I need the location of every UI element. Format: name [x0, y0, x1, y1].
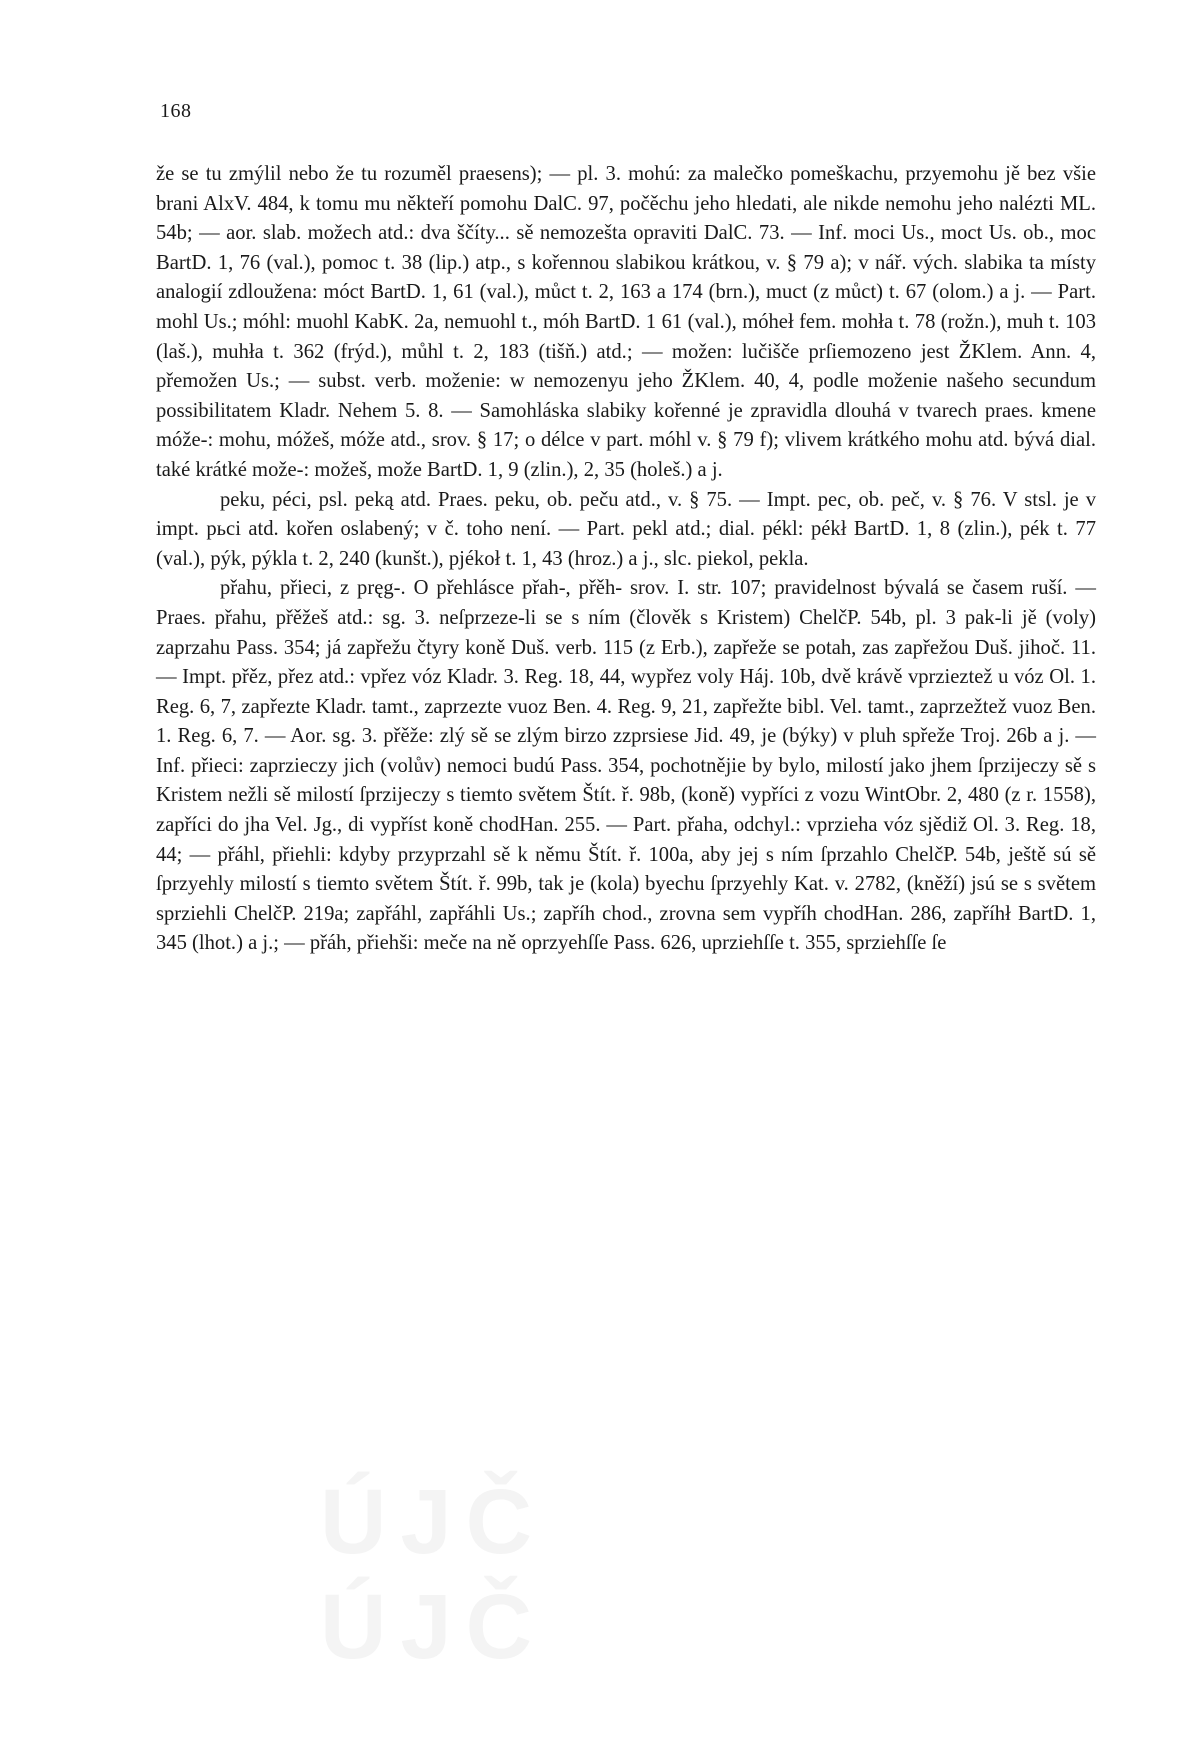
watermark — [320, 1470, 1200, 1680]
watermark-text-left: ÚJČ — [320, 1471, 547, 1573]
paragraph-moci: že se tu zmýlil nebo že tu rozuměl praesens); — pl. 3. mohú: za malečko pomeškachu, przyemohu jě bez všie brani AlxV. 484, k tomu mu někteří pomohu DalC. 97, počěchu jeho hledati, ale nikde nemohu jeho nalézti ML. 54b; — aor. slab. možech atd.: dva ščíty... sě nemozešta opraviti DalC. 73. — Inf. moci Us., moct Us. ob., moc BartD. 1, 76 (val.), pomoc t. 38 (lip.) atp., s kořennou slabikou krátkou, v. § 79 a); v nář. vých. slabika ta místy analogií zdloužena: móct BartD. 1, 61 (val.), můct t. 2, 163 a 174 (brn.), muct (z můct) t. 67 (olom.) a j. — Part. mohl Us.; móhl: muohl KabK. 2a, nemuohl t., móh BartD. 1 61 (val.), móheł fem. mohła t. 78 (rožn.), muh t. 103 (laš.), muhła t. 362 (frýd.), můhl t. 2, 183 (tišň.) atd.; — možen: lučišče prſiemozeno jest ŽKlem. Ann. 4, přemožen Us.; — subst. verb. moženie: w nemozenyu jeho ŽKlem. 40, 4, podle moženie našeho secundum possibilitatem Kladr. Nehem 5. 8. — Samohláska slabiky kořenné je zpravidla dlouhá v tvarech praes. kmene móže-: mohu, móžeš, móže atd., srov. § 17; o délce v part. móhl v. § 79 f); vlivem krátkého mohu atd. bývá dial. také krátké može-: možeš, može BartD. 1, 9 (zlin.), 2, 35 (holeš.) a j. — [156, 163, 1096, 481]
body-text — [156, 160, 1096, 959]
paragraph-peku: peku, péci, psl. peką atd. Praes. peku, ob. peču atd., v. § 75. — Impt. pec, ob. peč, v. § 76. V stsl. je v impt. pьci atd. kořen oslabený; v č. toho není. — Part. pekl atd.; dial. pékl: pékł BartD. 1, 8 (zlin.), pék t. 77 (val.), pýk, pýkla t. 2, 240 (kunšt.), pjékoł t. 1, 43 (hroz.) a j., slc. piekol, pekla. — [156, 488, 1096, 570]
paragraph-prahu: přahu, přieci, z pręg-. O přehlásce přah-, přěh- srov. I. str. 107; pravidelnost bývalá se časem ruší. — Praes. přahu, přěžeš atd.: sg. 3. neſprzeze-li se s ním (člověk s Kristem) ChelčP. 54b, pl. 3 pak-li jě (voly) zaprzahu Pass. 354; já zapřežu čtyry koně Duš. verb. 115 (z Erb.), zapřeže se potah, zas zapřežou Duš. jihoč. 11. — Impt. přěz, přez atd.: vpřez vóz Kladr. 3. Reg. 18, 44, wypřez voly Háj. 10b, dvě krávě vprzieztež u vóz Ol. 1. Reg. 6, 7, zapřezte Kladr. tamt., zaprzezte vuoz Ben. 4. Reg. 9, 21, zapřežte bibl. Vel. tamt., zaprzežtež vuoz Ben. 1. Reg. 6, 7. — Aor. sg. 3. přěže: zlý sě se zlým birzo zzprsiese Jid. 49, je (býky) v pluh spřeže Troj. 26b a j. — Inf. přieci: zaprzieczy jich (volův) nemoci budú Pass. 354, pochotnějie by bylo, milostí jako jhem ſprzijeczy sě s Kristem nežli sě milostí ſprzijeczy s tiemto světem Štít. ř. 98b, (koně) vypříci z vozu WintObr. 2, 480 (z r. 1558), zapříci do jha Vel. Jg., di vypříst koně chodHan. 255. — Part. přaha, odchyl.: vprzieha vóz sjědiž Ol. 3. Reg. 18, 44; — přáhl, přiehli: kdyby przyprzahl sě k němu Štít. ř. 100a, aby jej s ním ſprzahlo ChelčP. 54b, ještě sú sě ſprzyehly milostí s tiemto světem Štít. ř. 99b, tak je (kola) byechu ſprzyehly Kat. v. 2782, (kněží) jsú se s světem sprziehli ChelčP. 219a; zapřáhl, zapřáhli Us.; zapříh chod., zrovna sem vypříh chodHan. 286, zapříhł BartD. 1, 345 (lhot.) a j.; — přáh, přiehši: meče na ně oprzyehſſe Pass. 626, uprziehſſe t. 355, sprziehſſe ſe — [156, 577, 1096, 955]
watermark-text-right: ÚJČ — [320, 1576, 547, 1678]
page-number: 168 — [160, 100, 192, 122]
